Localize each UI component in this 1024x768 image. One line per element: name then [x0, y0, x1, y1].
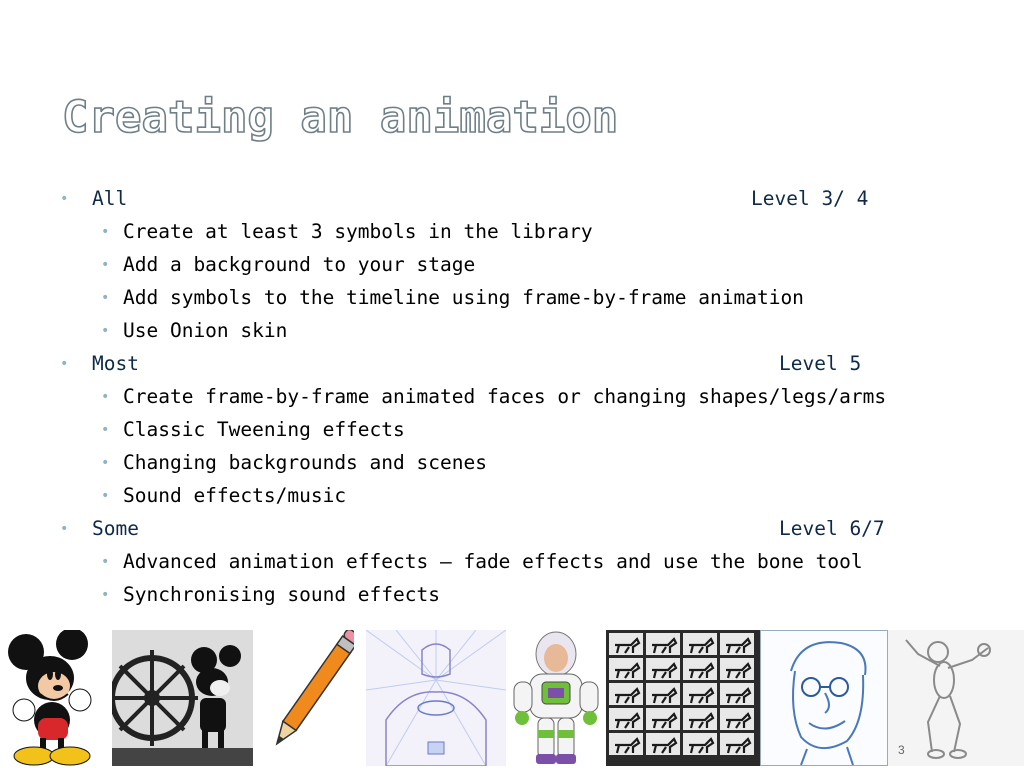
- bullet-icon: •: [101, 257, 110, 273]
- bullet-icon: •: [101, 422, 110, 438]
- bullet-icon: •: [101, 224, 110, 240]
- bullet-icon: •: [60, 521, 69, 537]
- bullet-icon: •: [101, 587, 110, 603]
- list-item-text: Use Onion skin: [123, 319, 288, 342]
- steamboat-willie-image: [112, 630, 253, 766]
- image-strip: [0, 630, 1024, 768]
- section-level: Level 3/ 4: [751, 187, 869, 210]
- section-label: Most: [92, 352, 139, 375]
- bullet-icon: •: [60, 356, 69, 372]
- bullet-icon: •: [101, 290, 110, 306]
- section-label: Some: [92, 517, 139, 540]
- list-item-text: Synchronising sound effects: [123, 583, 440, 606]
- bullet-icon: •: [60, 191, 69, 207]
- list-item-text: Create frame-by-frame animated faces or changing shapes/legs/arms: [123, 385, 887, 408]
- mickey-mouse-image: [0, 630, 102, 766]
- list-item-text: Add symbols to the timeline using frame-by-frame animation: [123, 286, 804, 309]
- list-item-text: Create at least 3 symbols in the library: [123, 220, 593, 243]
- slide-title: Creating an animation: [62, 92, 619, 143]
- bullet-icon: •: [101, 455, 110, 471]
- buzz-lightyear-image: [508, 630, 604, 766]
- list-item-text: Changing backgrounds and scenes: [123, 451, 487, 474]
- list-item-text: Advanced animation effects – fade effects and use the bone tool: [123, 550, 863, 573]
- section-level: Level 5: [779, 352, 862, 375]
- list-item-text: Sound effects/music: [123, 484, 347, 507]
- section-label: All: [92, 187, 128, 210]
- bullet-icon: •: [101, 554, 110, 570]
- face-sketch-image: [760, 630, 888, 766]
- horse-motion-frames-image: [606, 630, 760, 766]
- list-item-text: Classic Tweening effects: [123, 418, 405, 441]
- bullet-icon: •: [101, 323, 110, 339]
- sketch-robot-image: [366, 630, 506, 766]
- stick-figure-sketch-image: [888, 630, 1024, 766]
- pencil-image: [264, 630, 354, 766]
- bullet-icon: •: [101, 488, 110, 504]
- list-item-text: Add a background to your stage: [123, 253, 476, 276]
- page-number: 3: [898, 743, 905, 757]
- bullet-icon: •: [101, 389, 110, 405]
- section-level: Level 6/7: [779, 517, 885, 540]
